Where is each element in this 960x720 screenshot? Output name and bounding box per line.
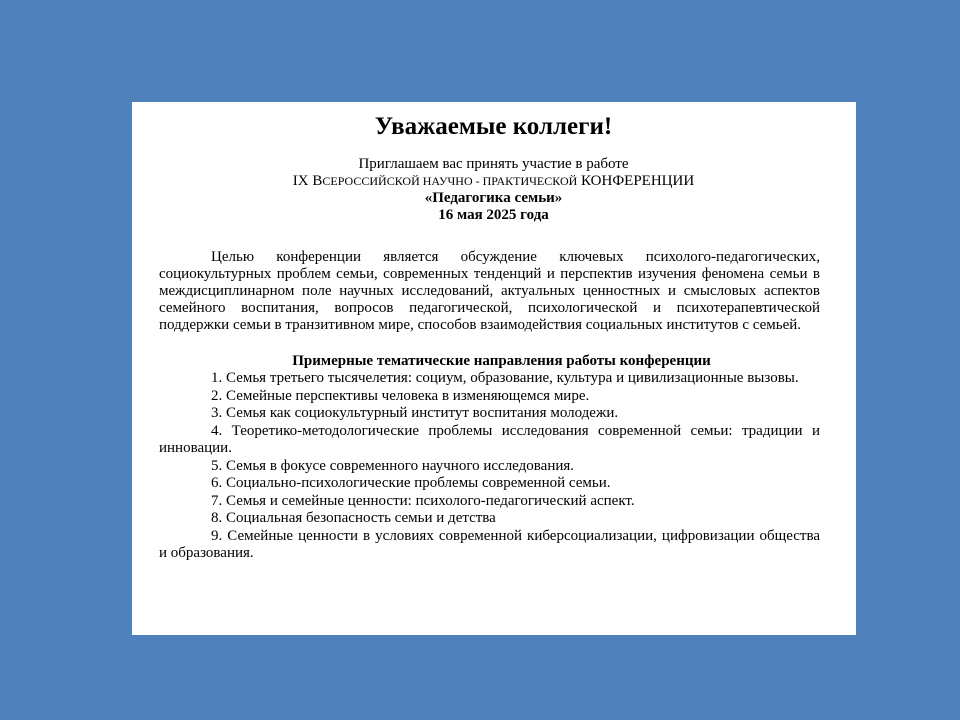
direction-item: 9. Семейные ценности в условиях современной киберсоциализации, цифровизации общества и образования. <box>159 527 820 561</box>
direction-item: 5. Семья в фокусе современного научного исследования. <box>211 457 575 474</box>
direction-item: 2. Семейные перспективы человека в изменяющемся мире. <box>211 387 590 404</box>
document-title: Уважаемые коллеги! <box>374 113 613 140</box>
conference-prefix: IX В <box>292 173 323 189</box>
direction-item: 3. Семья как социокультурный институт воспитания молодежи. <box>211 405 619 421</box>
conference-name <box>159 173 820 190</box>
direction-item: 4. Теоретико-методологические проблемы исследования современной семьи: традиции и инновации. <box>159 422 820 456</box>
direction-item: 1. Семья третьего тысячелетия: социум, образование, культура и цивилизационные вызовы. <box>211 370 799 386</box>
direction-item: 8. Социальная безопасность семьи и детства <box>211 510 496 526</box>
conference-title: «Педагогика семьи» <box>424 190 563 206</box>
intro-paragraph: Целью конференции является обсуждение ключевых психолого-педагогических, социокультурных проблем семьи, современных тенденций и перспектив изучения феномена семьи в междисциплинарном поле научных исследований, актуальных ценностных и смысловых аспектов семейного воспитания, вопросов педагогической, психологической и психотерапевтической поддержки семьи в транзитивном мире, способов взаимодействия социальных институтов с семьей. <box>159 249 820 333</box>
direction-item: 7. Семья и семейные ценности: психолого-педагогический аспект. <box>211 492 635 509</box>
direction-item: 6. Социально-психологические проблемы современной семьи. <box>211 475 611 491</box>
announcement-document <box>132 102 856 635</box>
directions-title: Примерные тематические направления работы конференции <box>292 353 711 369</box>
conference-smallcaps: СЕРОССИЙСКОЙ НАУЧНО - ПРАКТИЧЕСКОЙ <box>322 174 578 188</box>
conference-upper: КОНФЕРЕНЦИИ <box>577 173 695 189</box>
invite-line: Приглашаем вас принять участие в работе <box>358 156 629 172</box>
conference-date: 16 мая 2025 года <box>438 207 549 223</box>
